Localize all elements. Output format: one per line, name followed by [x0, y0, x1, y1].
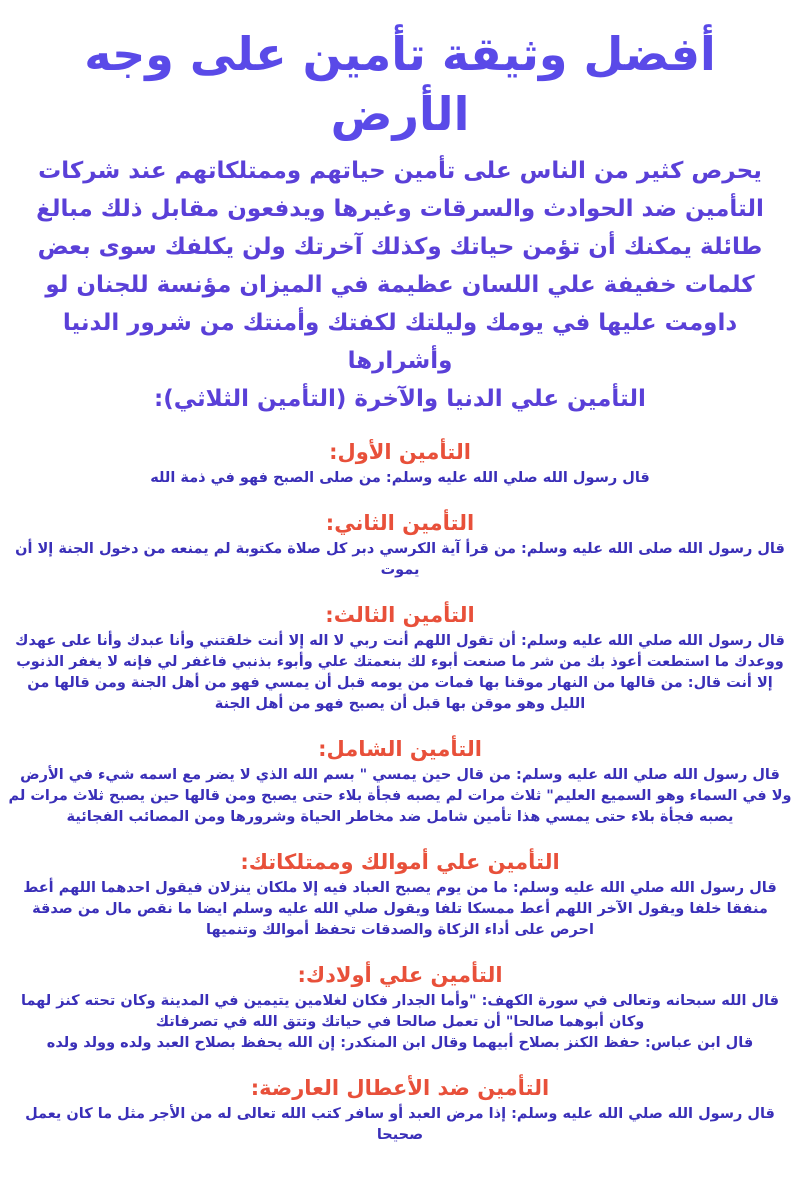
- section-body: [8, 1104, 792, 1146]
- subtitle: التأمين علي الدنيا والآخرة (التأمين الثلاثي):: [154, 386, 646, 412]
- section-first-insurance: [8, 436, 792, 489]
- intro-text: يحرص كثير من الناس على تأمين حياتهم وممتلكاتهم عند شركات التأمين ضد الحوادث والسرقات وغيرها ويدفعون مقابل ذلك مبالغ طائلة يمكنك أن تؤمن حياتك وكذلك آخرتك ولن يكلفك سوى بعض كلمات خفيفة علي اللسان عظيمة في الميزان مؤنسة للجنان لو داومت عليها في يومك وليلتك لكفتك وأمنتك من شرور الدنيا وأشرارها: [36, 158, 764, 374]
- section-title: التأمين الثاني:: [325, 511, 475, 535]
- section-property-insurance: [8, 846, 792, 941]
- section-title: التأمين علي أموالك وممتلكاتك:: [240, 850, 560, 874]
- section-body: [8, 468, 792, 489]
- section-body: [8, 878, 792, 941]
- section-body: [8, 765, 792, 828]
- page-title: أفضل وثيقة تأمين على وجه الأرض: [84, 27, 716, 141]
- section-title: التأمين ضد الأعطال العارضة:: [250, 1076, 550, 1100]
- section-text-secondary: قال ابن عباس: حفظ الكنز بصلاح أبيهما وقال ابن المنكدر: إن الله يحفظ بصلاح العبد ولده وولد ولده: [46, 1035, 754, 1051]
- section-text: قال رسول الله صلي الله عليه وسلم: إذا مرض العبد أو سافر كتب الله تعالى له من الأجر مثل ما كان يعمل صحيحا: [25, 1106, 775, 1143]
- section-children-insurance: [8, 959, 792, 1054]
- section-text: قال رسول الله صلى الله عليه وسلم: من قرأ آية الكرسي دبر كل صلاة مكتوبة لم يمنعه من دخول الجنة إلا أن يموت: [15, 541, 785, 578]
- section-emergency-insurance: [8, 1072, 792, 1146]
- intro-paragraph: [8, 152, 792, 380]
- section-text: قال رسول الله صلي الله عليه وسلم: ما من يوم يصبح العباد فيه إلا ملكان ينزلان فيقول احدهما اللهم أعط منفقا خلفا ويقول الآخر اللهم أعط ممسكا تلفا ويقول صلي الله عليه وسلم ايضا ما نقص مال من صدقة احرص على أداء الزكاة والصدقات تحفظ أموالك وتنميها: [23, 880, 777, 938]
- section-title: التأمين الأول:: [329, 440, 471, 464]
- section-text: قال رسول الله صلي الله عليه وسلم: من صلى الصبح فهو في ذمة الله: [150, 470, 650, 486]
- section-comprehensive-insurance: [8, 733, 792, 828]
- section-text: قال رسول الله صلي الله عليه وسلم: أن تقول اللهم أنت ربي لا اله إلا أنت خلقتني وأنا عبدك وأنا على عهدك ووعدك ما استطعت أعوذ بك من شر ما صنعت أبوء لك بنعمتك علي وأبوء بذنبي فاغفر لي فإنه لا يغفر الذنوب إلا أنت قال: من قالها من النهار موقنا بها فمات من يومه قبل أن يمسي فهو من أهل الجنة ومن قالها من الليل وهو موقن بها قبل أن يصبح فهو من أهل الجنة: [15, 633, 785, 712]
- section-third-insurance: [8, 599, 792, 715]
- section-body: [8, 539, 792, 581]
- section-second-insurance: [8, 507, 792, 581]
- section-title: التأمين الشامل:: [318, 737, 482, 761]
- section-text: قال رسول الله صلي الله عليه وسلم: من قال حين يمسي " بسم الله الذي لا يضر مع اسمه شيء في الأرض ولا في السماء وهو السميع العليم" ثلاث مرات لم يصبه فجأة بلاء حتى يصبح ومن قالها حين يصبح ثلاث مرات لم يصبه فجأة بلاء حتى يمسي هذا تأمين شامل ضد مخاطر الحياة وشرورها ومن المصائب الفجائية: [8, 767, 792, 825]
- section-title: التأمين الثالث:: [325, 603, 475, 627]
- section-text: قال الله سبحانه وتعالى في سورة الكهف: "وأما الجدار فكان لغلامين يتيمين في المدينة وكان تحته كنز لهما وكان أبوهما صالحا" أن تعمل صالحا في حياتك وتتق الله في تصرفاتك: [21, 993, 779, 1030]
- section-title: التأمين علي أولادك:: [297, 963, 503, 987]
- section-body: [8, 631, 792, 715]
- section-body: [8, 991, 792, 1054]
